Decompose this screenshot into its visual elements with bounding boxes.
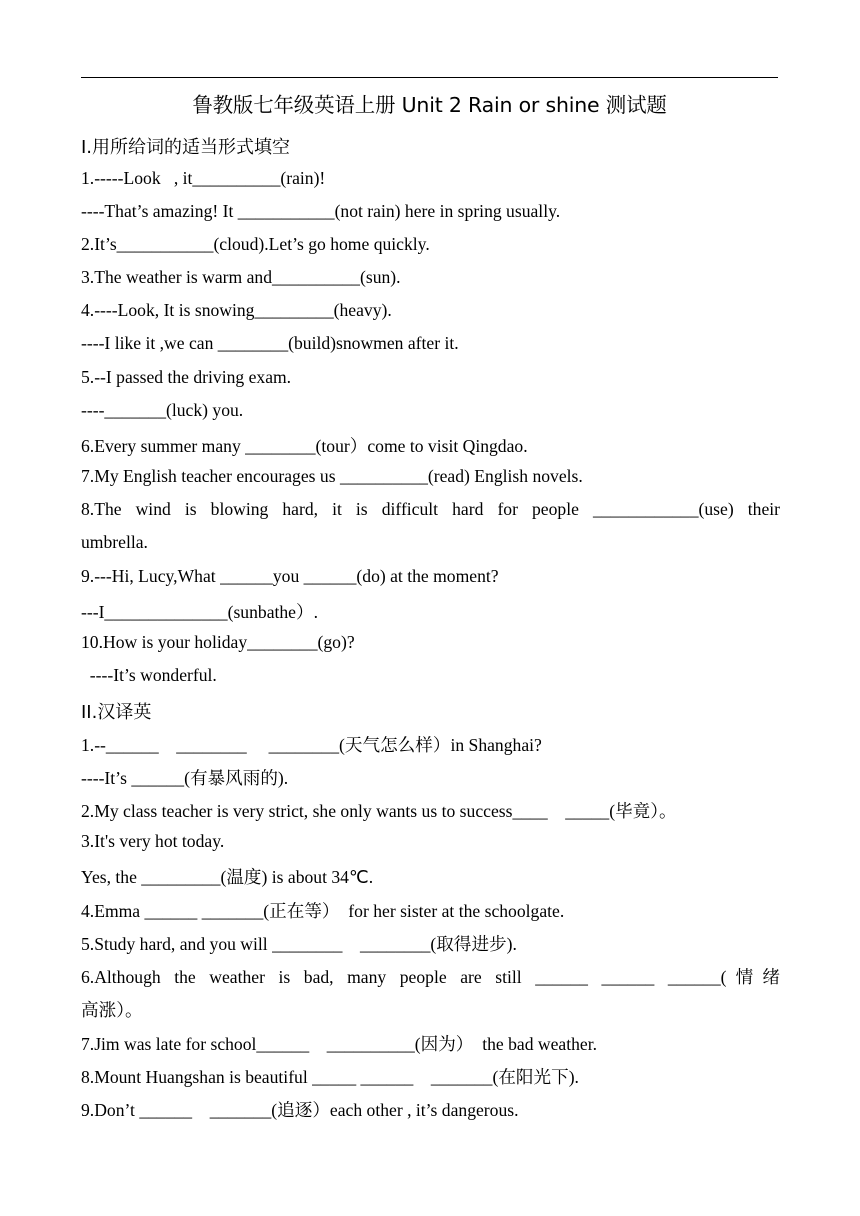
question-line: 5.Study hard, and you will ________ ________(取得进步). bbox=[81, 934, 517, 954]
question-line: ----It’s wonderful. bbox=[81, 665, 217, 685]
question-line: 3.The weather is warm and__________(sun). bbox=[81, 267, 401, 287]
question-line: 6.Every summer many ________(tour）come to visit Qingdao. bbox=[81, 436, 528, 456]
question-line: 8.Mount Huangshan is beautiful _____ ______ _______(在阳光下). bbox=[81, 1067, 579, 1087]
question-line: 1.--______ ________ ________(天气怎么样）in Shanghai? bbox=[81, 735, 542, 755]
question-line: 4.----Look, It is snowing_________(heavy). bbox=[81, 300, 392, 320]
question-line: Yes, the _________(温度) is about 34℃. bbox=[81, 867, 374, 887]
question-line: 5.--I passed the driving exam. bbox=[81, 367, 292, 387]
header-rule bbox=[81, 77, 778, 78]
question-line: umbrella. bbox=[81, 532, 148, 552]
question-line: 10.How is your holiday________(go)? bbox=[81, 632, 355, 652]
question-line: 高涨）。 bbox=[81, 1000, 143, 1020]
question-line: 2.It’s___________(cloud).Let’s go home quickly. bbox=[81, 234, 430, 254]
question-line: 4.Emma ______ _______(正在等） for her sister at the schoolgate. bbox=[81, 901, 565, 921]
question-line: 6.Although the weather is bad, many people are still ______ ______ ______(情绪 bbox=[81, 967, 780, 987]
question-line: 3.It's very hot today. bbox=[81, 831, 225, 851]
question-line: 7.Jim was late for school______ __________(因为） the bad weather. bbox=[81, 1034, 597, 1054]
section-1-heading: I.用所给词的适当形式填空 bbox=[81, 137, 291, 158]
question-line: ----_______(luck) you. bbox=[81, 400, 244, 420]
question-line: 8.The wind is blowing hard, it is difficult hard for people ____________(use) their bbox=[81, 499, 780, 519]
section-2-heading: II.汉译英 bbox=[81, 702, 152, 723]
question-line: ----That’s amazing! It ___________(not rain) here in spring usually. bbox=[81, 201, 561, 221]
question-line: ----It’s ______(有暴风雨的). bbox=[81, 768, 289, 788]
question-line: ----I like it ,we can ________(build)snowmen after it. bbox=[81, 333, 459, 353]
question-line: 2.My class teacher is very strict, she only wants us to success____ _____(毕竟）。 bbox=[81, 801, 677, 821]
question-line: 1.-----Look , it__________(rain)! bbox=[81, 168, 326, 188]
question-line: 7.My English teacher encourages us __________(read) English novels. bbox=[81, 466, 583, 486]
question-line: 9.---Hi, Lucy,What ______you ______(do) at the moment? bbox=[81, 566, 499, 586]
question-line: ---I______________(sunbathe）. bbox=[81, 602, 318, 622]
document-title: 鲁教版七年级英语上册 Unit 2 Rain or shine 测试题 bbox=[192, 93, 667, 117]
question-line: 9.Don’t ______ _______(追逐）each other , it’s dangerous. bbox=[81, 1100, 519, 1120]
